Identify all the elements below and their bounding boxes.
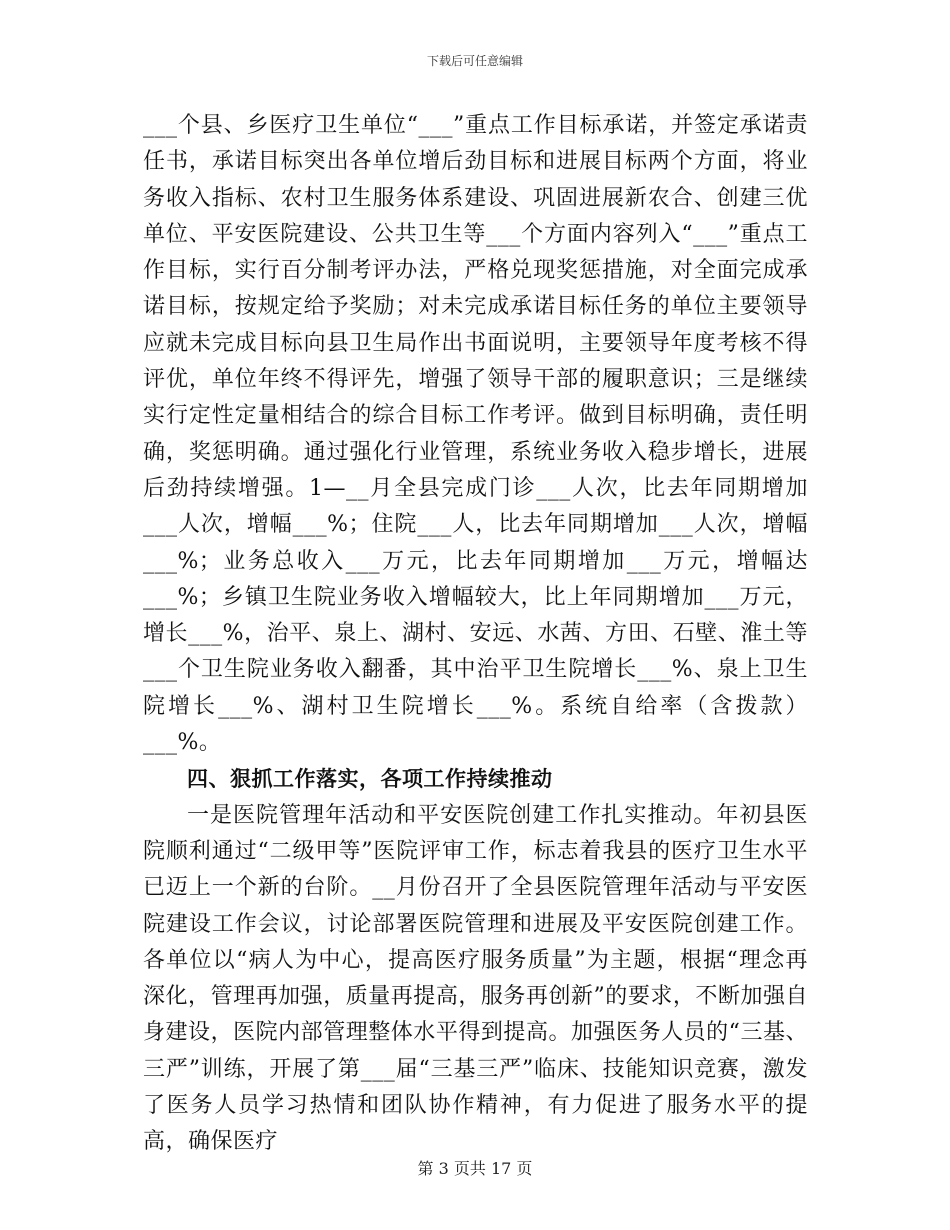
section-heading: 四、狠抓工作落实，各项工作持续推动 bbox=[187, 767, 553, 792]
document-body bbox=[143, 108, 808, 1161]
body-paragraph-2: 一是医院管理年活动和平安医院创建工作扎实推动。年初县医院顺利通过“二级甲等”医院评审工作，标志着我县的医疗卫生水平已迈上一个新的台阶。__月份召开了全县医院管理年活动与平安医院建设工作会议，讨论部署医院管理和进展及平安医院创建工作。各单位以“病人为中心，提高医疗服务质量”为主题，根据“理念再深化，管理再加强，质量再提高，服务再创新”的要求，不断加强自身建设，医院内部管理整体水平得到提高。加强医务人员的“三基、三严”训练，开展了第___届“三基三严”临床、技能知识竞赛，激发了医务人员学习热情和团队协作精神，有力促进了服务水平的提高，确保医疗 bbox=[143, 802, 808, 1155]
page-header: 下载后可任意编辑 bbox=[426, 54, 523, 68]
page-footer: 第 3 页共 17 页 bbox=[417, 1159, 533, 1178]
body-paragraph-1: ___个县、乡医疗卫生单位“___”重点工作目标承诺，并签定承诺责任书，承诺目标突出各单位增后劲目标和进展目标两个方面，将业务收入指标、农村卫生服务体系建设、巩固进展新农合、创建三优单位、平安医院建设、公共卫生等___个方面内容列入“___”重点工作目标，实行百分制考评办法，严格兑现奖惩措施，对全面完成承诺目标，按规定给予奖励；对未完成承诺目标任务的单位主要领导应就未完成目标向县卫生局作出书面说明，主要领导年度考核不得评优，单位年终不得评先，增强了领导干部的履职意识；三是继续实行定性定量相结合的综合目标工作考评。做到目标明确，责任明确，奖惩明确。通过强化行业管理，系统业务收入稳步增长，进展后劲持续增强。1—__月全县完成门诊___人次，比去年同期增加___人次，增幅___%；住院___人，比去年同期增加___人次，增幅___%；业务总收入___万元，比去年同期增加___万元，增幅达___%；乡镇卫生院业务收入增幅较大，比上年同期增加___万元，增长___%，治平、泉上、湖村、安远、水茜、方田、石壁、淮土等___个卫生院业务收入翻番，其中治平卫生院增长___%、泉上卫生院增长___%、湖村卫生院增长___%。系统自给率（含拨款）___%。 bbox=[143, 113, 808, 756]
